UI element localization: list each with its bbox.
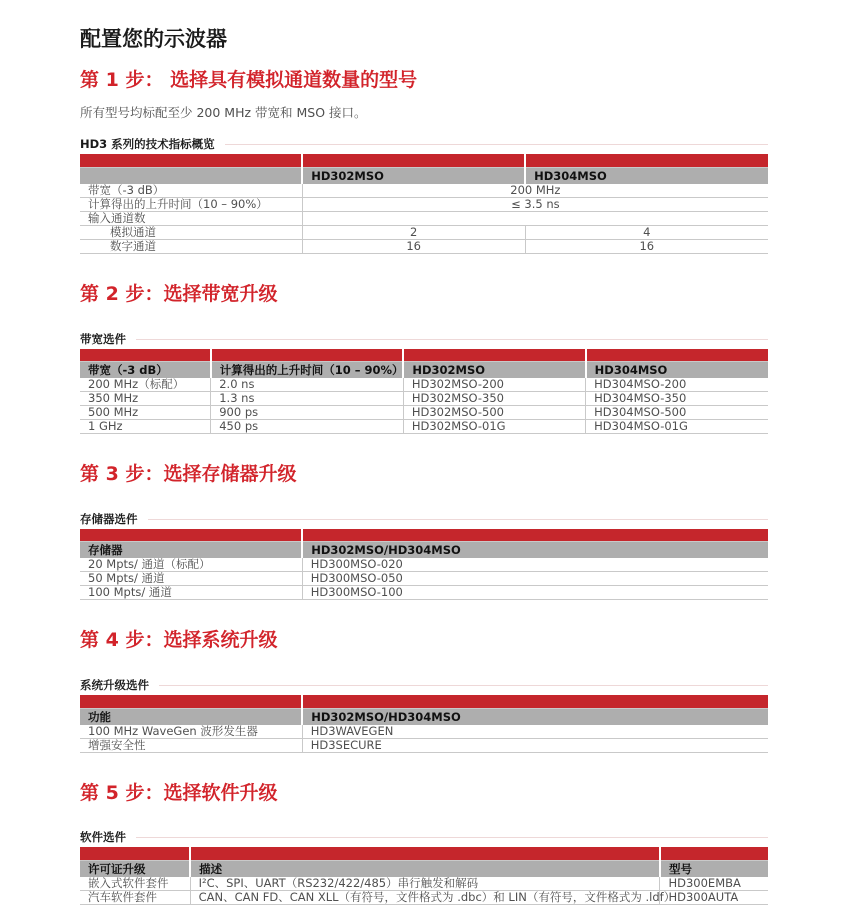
step-4-heading: 第 4 步：选择系统升级 [80, 629, 278, 652]
table-cell: 900 ps [211, 406, 404, 420]
column-header: 计算得出的上升时间（10 – 90%） [211, 362, 404, 379]
accent-bar-segment [403, 349, 585, 362]
step-section-2 [80, 283, 768, 434]
accent-bar [80, 349, 768, 362]
software-options-table [80, 847, 768, 905]
table-row [80, 239, 768, 253]
specs-overview-table [80, 154, 768, 254]
memory-options-table [80, 529, 768, 601]
table-cell: 汽车软件套件 [80, 890, 190, 904]
table-row [80, 738, 768, 752]
column-header: 存储器 [80, 542, 302, 559]
table-cell: HD302MSO-500 [403, 406, 585, 420]
step-section-4 [80, 629, 768, 752]
table-cell: 350 MHz [80, 392, 211, 406]
table-row [80, 211, 768, 225]
table-cell: 20 Mpts/ 通道（标配） [80, 558, 302, 572]
table-cell: 带宽（-3 dB） [80, 184, 302, 198]
column-header: HD304MSO [525, 167, 768, 184]
table-row [80, 877, 768, 891]
table-cell: HD302MSO-350 [403, 392, 585, 406]
header-row [80, 860, 768, 877]
table-row [80, 572, 768, 586]
column-header: 描述 [190, 860, 660, 877]
accent-bar-segment [80, 349, 211, 362]
table-caption: 系统升级选件 [80, 678, 768, 692]
table-cell: 4 [525, 225, 768, 239]
table-row [80, 378, 768, 392]
bandwidth-options-table [80, 349, 768, 435]
accent-bar [80, 847, 768, 860]
table-cell: 增强安全性 [80, 738, 302, 752]
table-cell: HD304MSO-500 [586, 406, 768, 420]
table-cell: ≤ 3.5 ns [302, 197, 768, 211]
table-caption: HD3 系列的技术指标概览 [80, 137, 768, 151]
table-row [80, 392, 768, 406]
table-cell: 1 GHz [80, 420, 211, 434]
accent-bar [80, 154, 768, 167]
table-cell: 16 [302, 239, 525, 253]
table-caption: 存储器选件 [80, 512, 768, 526]
accent-bar-segment [80, 847, 190, 860]
column-header: HD302MSO [302, 167, 525, 184]
caption-rule [80, 685, 768, 686]
accent-bar-segment [586, 349, 768, 362]
table-row [80, 406, 768, 420]
step-section-3 [80, 463, 768, 600]
header-row [80, 708, 768, 725]
accent-bar-segment [302, 154, 525, 167]
system-options-table [80, 695, 768, 753]
table-row [80, 225, 768, 239]
table-row [80, 725, 768, 739]
accent-bar-segment [80, 529, 302, 542]
table-row [80, 890, 768, 904]
column-header: 许可证升级 [80, 860, 190, 877]
table-cell: 1.3 ns [211, 392, 404, 406]
accent-bar-segment [302, 529, 768, 542]
column-header: HD302MSO/HD304MSO [302, 542, 768, 559]
column-header: 型号 [660, 860, 768, 877]
accent-bar-segment [80, 154, 302, 167]
column-header [80, 167, 302, 184]
accent-bar [80, 529, 768, 542]
table-cell: 2.0 ns [211, 378, 404, 392]
header-row [80, 167, 768, 184]
table-cell: 50 Mpts/ 通道 [80, 572, 302, 586]
caption-rule [80, 339, 768, 340]
table-cell: 嵌入式软件套件 [80, 877, 190, 891]
table-caption: 带宽选件 [80, 332, 768, 346]
header-row [80, 362, 768, 379]
table-cell: 计算得出的上升时间（10 – 90%） [80, 197, 302, 211]
column-header: HD302MSO/HD304MSO [302, 708, 768, 725]
step-5-heading: 第 5 步：选择软件升级 [80, 781, 278, 804]
intro-text: 所有型号均标配至少 200 MHz 带宽和 MSO 接口。 [80, 105, 367, 121]
accent-bar-segment [525, 154, 768, 167]
table-cell: 500 MHz [80, 406, 211, 420]
table-cell: 200 MHz [302, 184, 768, 198]
table-cell: 模拟通道 [80, 225, 302, 239]
table-cell: HD3SECURE [302, 738, 768, 752]
table-cell: HD302MSO-01G [403, 420, 585, 434]
table-cell: 16 [525, 239, 768, 253]
accent-bar-segment [660, 847, 768, 860]
table-cell: HD3WAVEGEN [302, 725, 768, 739]
table-cell [302, 211, 768, 225]
accent-bar-segment [302, 695, 768, 708]
table-cell: CAN、CAN FD、CAN XLL（有符号，文件格式为 .dbc）和 LIN（有符号，文件格式为 .ldf） [190, 890, 660, 904]
table-row [80, 420, 768, 434]
table-cell: 100 Mpts/ 通道 [80, 586, 302, 600]
table-cell: 450 ps [211, 420, 404, 434]
table-cell: 数字通道 [80, 239, 302, 253]
accent-bar-segment [80, 695, 302, 708]
table-cell: HD300EMBA [660, 877, 768, 891]
table-cell: I²C、SPI、UART（RS232/422/485）串行触发和解码 [190, 877, 660, 891]
column-header: 带宽（-3 dB） [80, 362, 211, 379]
table-row [80, 558, 768, 572]
table-cell: HD300MSO-100 [302, 586, 768, 600]
column-header: HD304MSO [586, 362, 768, 379]
step-section-1 [80, 69, 768, 254]
accent-bar [80, 695, 768, 708]
column-header: HD302MSO [403, 362, 585, 379]
step-section-5 [80, 782, 768, 905]
table-row [80, 586, 768, 600]
step-3-heading: 第 3 步：选择存储器升级 [80, 463, 297, 486]
table-cell: 200 MHz（标配） [80, 378, 211, 392]
table-cell: HD304MSO-350 [586, 392, 768, 406]
header-row [80, 542, 768, 559]
table-cell: HD300MSO-020 [302, 558, 768, 572]
table-row [80, 197, 768, 211]
table-cell: 100 MHz WaveGen 波形发生器 [80, 725, 302, 739]
step-2-heading: 第 2 步：选择带宽升级 [80, 282, 278, 305]
accent-bar-segment [211, 349, 404, 362]
table-cell: HD304MSO-01G [586, 420, 768, 434]
table-cell: 输入通道数 [80, 211, 302, 225]
table-cell: HD304MSO-200 [586, 378, 768, 392]
step-1-heading: 第 1 步： 选择具有模拟通道数量的型号 [80, 69, 418, 92]
column-header: 功能 [80, 708, 302, 725]
caption-rule [80, 837, 768, 838]
table-caption: 软件选件 [80, 830, 768, 844]
table-cell: HD300AUTA [660, 890, 768, 904]
page-title: 配置您的示波器 [80, 27, 227, 51]
table-cell: HD300MSO-050 [302, 572, 768, 586]
table-cell: 2 [302, 225, 525, 239]
table-row [80, 184, 768, 198]
caption-rule [80, 519, 768, 520]
accent-bar-segment [190, 847, 660, 860]
table-cell: HD302MSO-200 [403, 378, 585, 392]
